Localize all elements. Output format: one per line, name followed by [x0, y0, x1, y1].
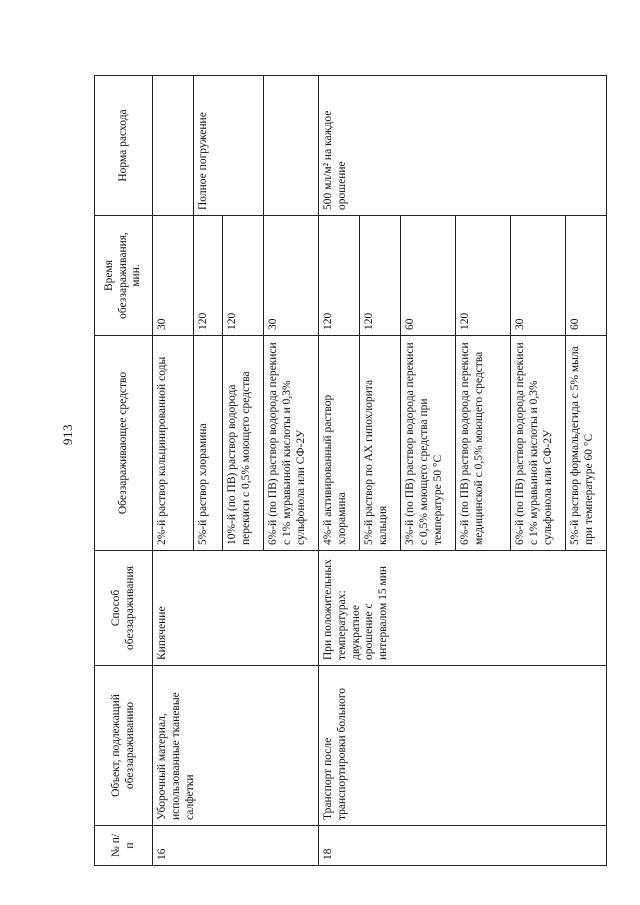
header-row [95, 76, 153, 866]
header-num: № п/п [95, 826, 153, 866]
row18-agent-4: 6%-й (по ПВ) раствор водорода перекиси медицинской с 0,5% моющего средства [456, 336, 511, 551]
row18-agent-5: 6%-й (по ПВ) раствор водорода перекиси с 1% муравьиной кислоты и 0,3% сульфонола или СФ-2У [511, 336, 566, 551]
header-norm: Норма расхода [95, 76, 153, 216]
row16-agent-3: 10%-й (по ПВ) раствор водорода перекиси с 0,5% моющего средства [223, 336, 264, 551]
header-method: Способ обеззараживания [95, 551, 153, 666]
page-number: 913 [60, 424, 75, 445]
row18-agent-3: 3%-й (по ПВ) раствор водорода перекиси с 0,5% моющего средства при температуре 50 °С [401, 336, 456, 551]
row16-time-1: 30 [153, 216, 194, 336]
row18-time-4: 120 [456, 216, 511, 336]
table-row [319, 76, 360, 866]
row16-agent-2: 5%-й раствор хлорамина [194, 336, 223, 551]
table-row [153, 76, 194, 866]
row16-object: Уборочный материал, использованные тканевые салфетки [153, 666, 319, 826]
disinfection-table [94, 75, 607, 866]
row18-method: При положительных температурах: двукратное орошение с интервалом 15 мин [319, 551, 607, 666]
row16-time-3: 120 [223, 216, 264, 336]
row16-norm-empty [153, 76, 194, 216]
row16-time-4: 30 [264, 216, 319, 336]
row18-time-1: 120 [319, 216, 360, 336]
row18-time-2: 120 [360, 216, 401, 336]
row16-method: Кипячение [153, 551, 319, 666]
disinfection-table-rotated [94, 76, 595, 866]
row18-time-3: 60 [401, 216, 456, 336]
row18-num: 18 [319, 826, 607, 866]
header-time: Время обеззараживания, мин. [95, 216, 153, 336]
row18-object: Транспорт после транспортировки больного [319, 666, 607, 826]
row16-time-2: 120 [194, 216, 223, 336]
row18-norm: 500 мл/м² на каждое орошение [319, 76, 607, 216]
row18-time-5: 30 [511, 216, 566, 336]
row16-norm-empty-2 [264, 76, 319, 216]
row18-agent-6: 5%-й раствор формальдегида с 5% мыла при температуре 60 °С [566, 336, 607, 551]
row16-num: 16 [153, 826, 319, 866]
row16-agent-4: 6%-й (по ПВ) раствор водорода перекиси с 1% муравьиной кислоты и 0,3% сульфонола или СФ-2У [264, 336, 319, 551]
row18-agent-1: 4%-й активированный раствор хлорамина [319, 336, 360, 551]
header-object: Объект, подлежащий обеззараживанию [95, 666, 153, 826]
row18-time-6: 60 [566, 216, 607, 336]
row16-norm: Полное погружение [194, 76, 264, 216]
header-agent: Обеззараживающее средство [95, 336, 153, 551]
row18-agent-2: 5%-й раствор по АХ гипохлорита кальция [360, 336, 401, 551]
row16-agent-1: 2%-й раствор кальцинированной соды [153, 336, 194, 551]
